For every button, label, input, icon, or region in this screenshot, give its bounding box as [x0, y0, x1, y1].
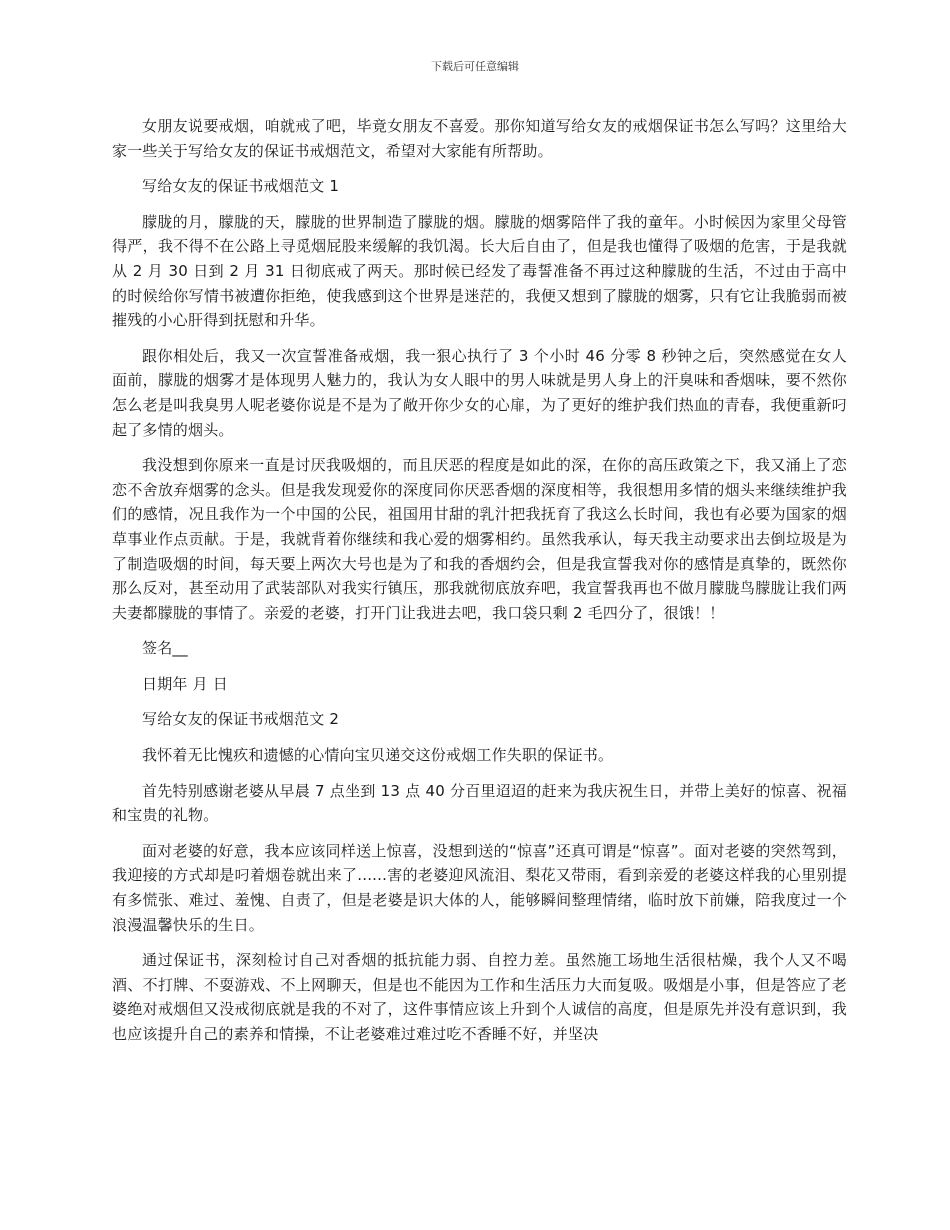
document-body — [112, 114, 847, 1058]
signature-line: 签名__ — [142, 639, 188, 658]
paragraph: 面对老婆的好意，我本应该同样送上惊喜，没想到送的“惊喜”还真可谓是“惊喜”。面对老婆的突然驾到，我迎接的方式却是叼着烟卷就出来了......害的老婆迎风流泪、梨花又带雨，看到亲爱的老婆这样我的心里别提有多慌张、难过、羞愧、自责了，但是老婆是识大体的人，能够瞬间整理情绪，临时放下前嫌，陪我度过一个浪漫温馨快乐的生日。 — [112, 841, 847, 934]
page-header: 下载后可任意编辑 — [431, 60, 519, 73]
paragraph: 我没想到你原来一直是讨厌我吸烟的，而且厌恶的程度是如此的深，在你的高压政策之下，我又涌上了恋恋不舍放弃烟雾的念头。但是我发现爱你的深度同你厌恶香烟的深度相等，我很想用多情的烟头来继续维护我们的感情，况且我作为一个中国的公民，祖国用甘甜的乳汁把我抚育了我这么长时间，我也有必要为国家的烟草事业作点贡献。于是，我就背着你继续和我心爱的烟雾相约。虽然我承认，每天我主动要求出去倒垃圾是为了制造吸烟的时间，每天要上两次大号也是为了和我的香烟约会，但是我宣誓我对你的感情是真挚的，既然你那么反对，甚至动用了武装部队对我实行镇压，那我就彻底放弃吧，我宣誓我再也不做月朦胧鸟朦胧让我们两夫妻都朦胧的事情了。亲爱的老婆，打开门让我进去吧，我口袋只剩 2 毛四分了，很饿！！ — [112, 456, 847, 622]
paragraph: 首先特别感谢老婆从早晨 7 点坐到 13 点 40 分百里迢迢的赶来为我庆祝生日，并带上美好的惊喜、祝福和宝贵的礼物。 — [112, 781, 847, 825]
paragraph: 朦胧的月，朦胧的天，朦胧的世界制造了朦胧的烟。朦胧的烟雾陪伴了我的童年。小时候因为家里父母管得严，我不得不在公路上寻觅烟屁股来缓解的我饥渴。长大后自由了，但是我也懂得了吸烟的危害，于是我就从 2 月 30 日到 2 月 31 日彻底戒了两天。那时候已经发了毒誓准备不再过这种朦胧的生活，不过由于高中的时候给你写情书被遭你拒绝，使我感到这个世界是迷茫的，我便又想到了朦胧的烟雾，只有它让我脆弱而被摧残的小心肝得到抚慰和升华。 — [112, 212, 847, 330]
section-heading-1: 写给女友的保证书戒烟范文 1 — [142, 177, 340, 196]
section-heading-2: 写给女友的保证书戒烟范文 2 — [142, 710, 340, 729]
paragraph: 通过保证书，深刻检讨自己对香烟的抵抗能力弱、自控力差。虽然施工场地生活很枯燥，我个人又不喝酒、不打牌、不耍游戏、不上网聊天，但是也不能因为工作和生活压力大而复吸。吸烟是小事，但是答应了老婆绝对戒烟但又没戒彻底就是我的不对了，这件事情应该上升到个人诚信的高度，但是原先并没有意识到，我也应该提升自己的素养和情操，不让老婆难过难过吃不香睡不好，并坚决 — [112, 951, 847, 1043]
date-line: 日期年 月 日 — [142, 674, 228, 693]
paragraph: 我怀着无比愧疚和遗憾的心情向宝贝递交这份戒烟工作失职的保证书。 — [142, 746, 614, 765]
paragraph: 跟你相处后，我又一次宣誓准备戒烟，我一狠心执行了 3 个小时 46 分零 8 秒钟之后，突然感觉在女人面前，朦胧的烟雾才是体现男人魅力的，我认为女人眼中的男人味就是男人身上的汗臭味和香烟味，要不然你怎么老是叫我臭男人呢老婆你说是不是为了敞开你少女的心扉，为了更好的维护我们热血的青春，我便重新叼起了多情的烟头。 — [112, 346, 847, 439]
intro-paragraph: 女朋友说要戒烟，咱就戒了吧，毕竟女朋友不喜爱。那你知道写给女友的戒烟保证书怎么写吗？这里给大家一些关于写给女友的保证书戒烟范文，希望对大家能有所帮助。 — [112, 117, 847, 160]
